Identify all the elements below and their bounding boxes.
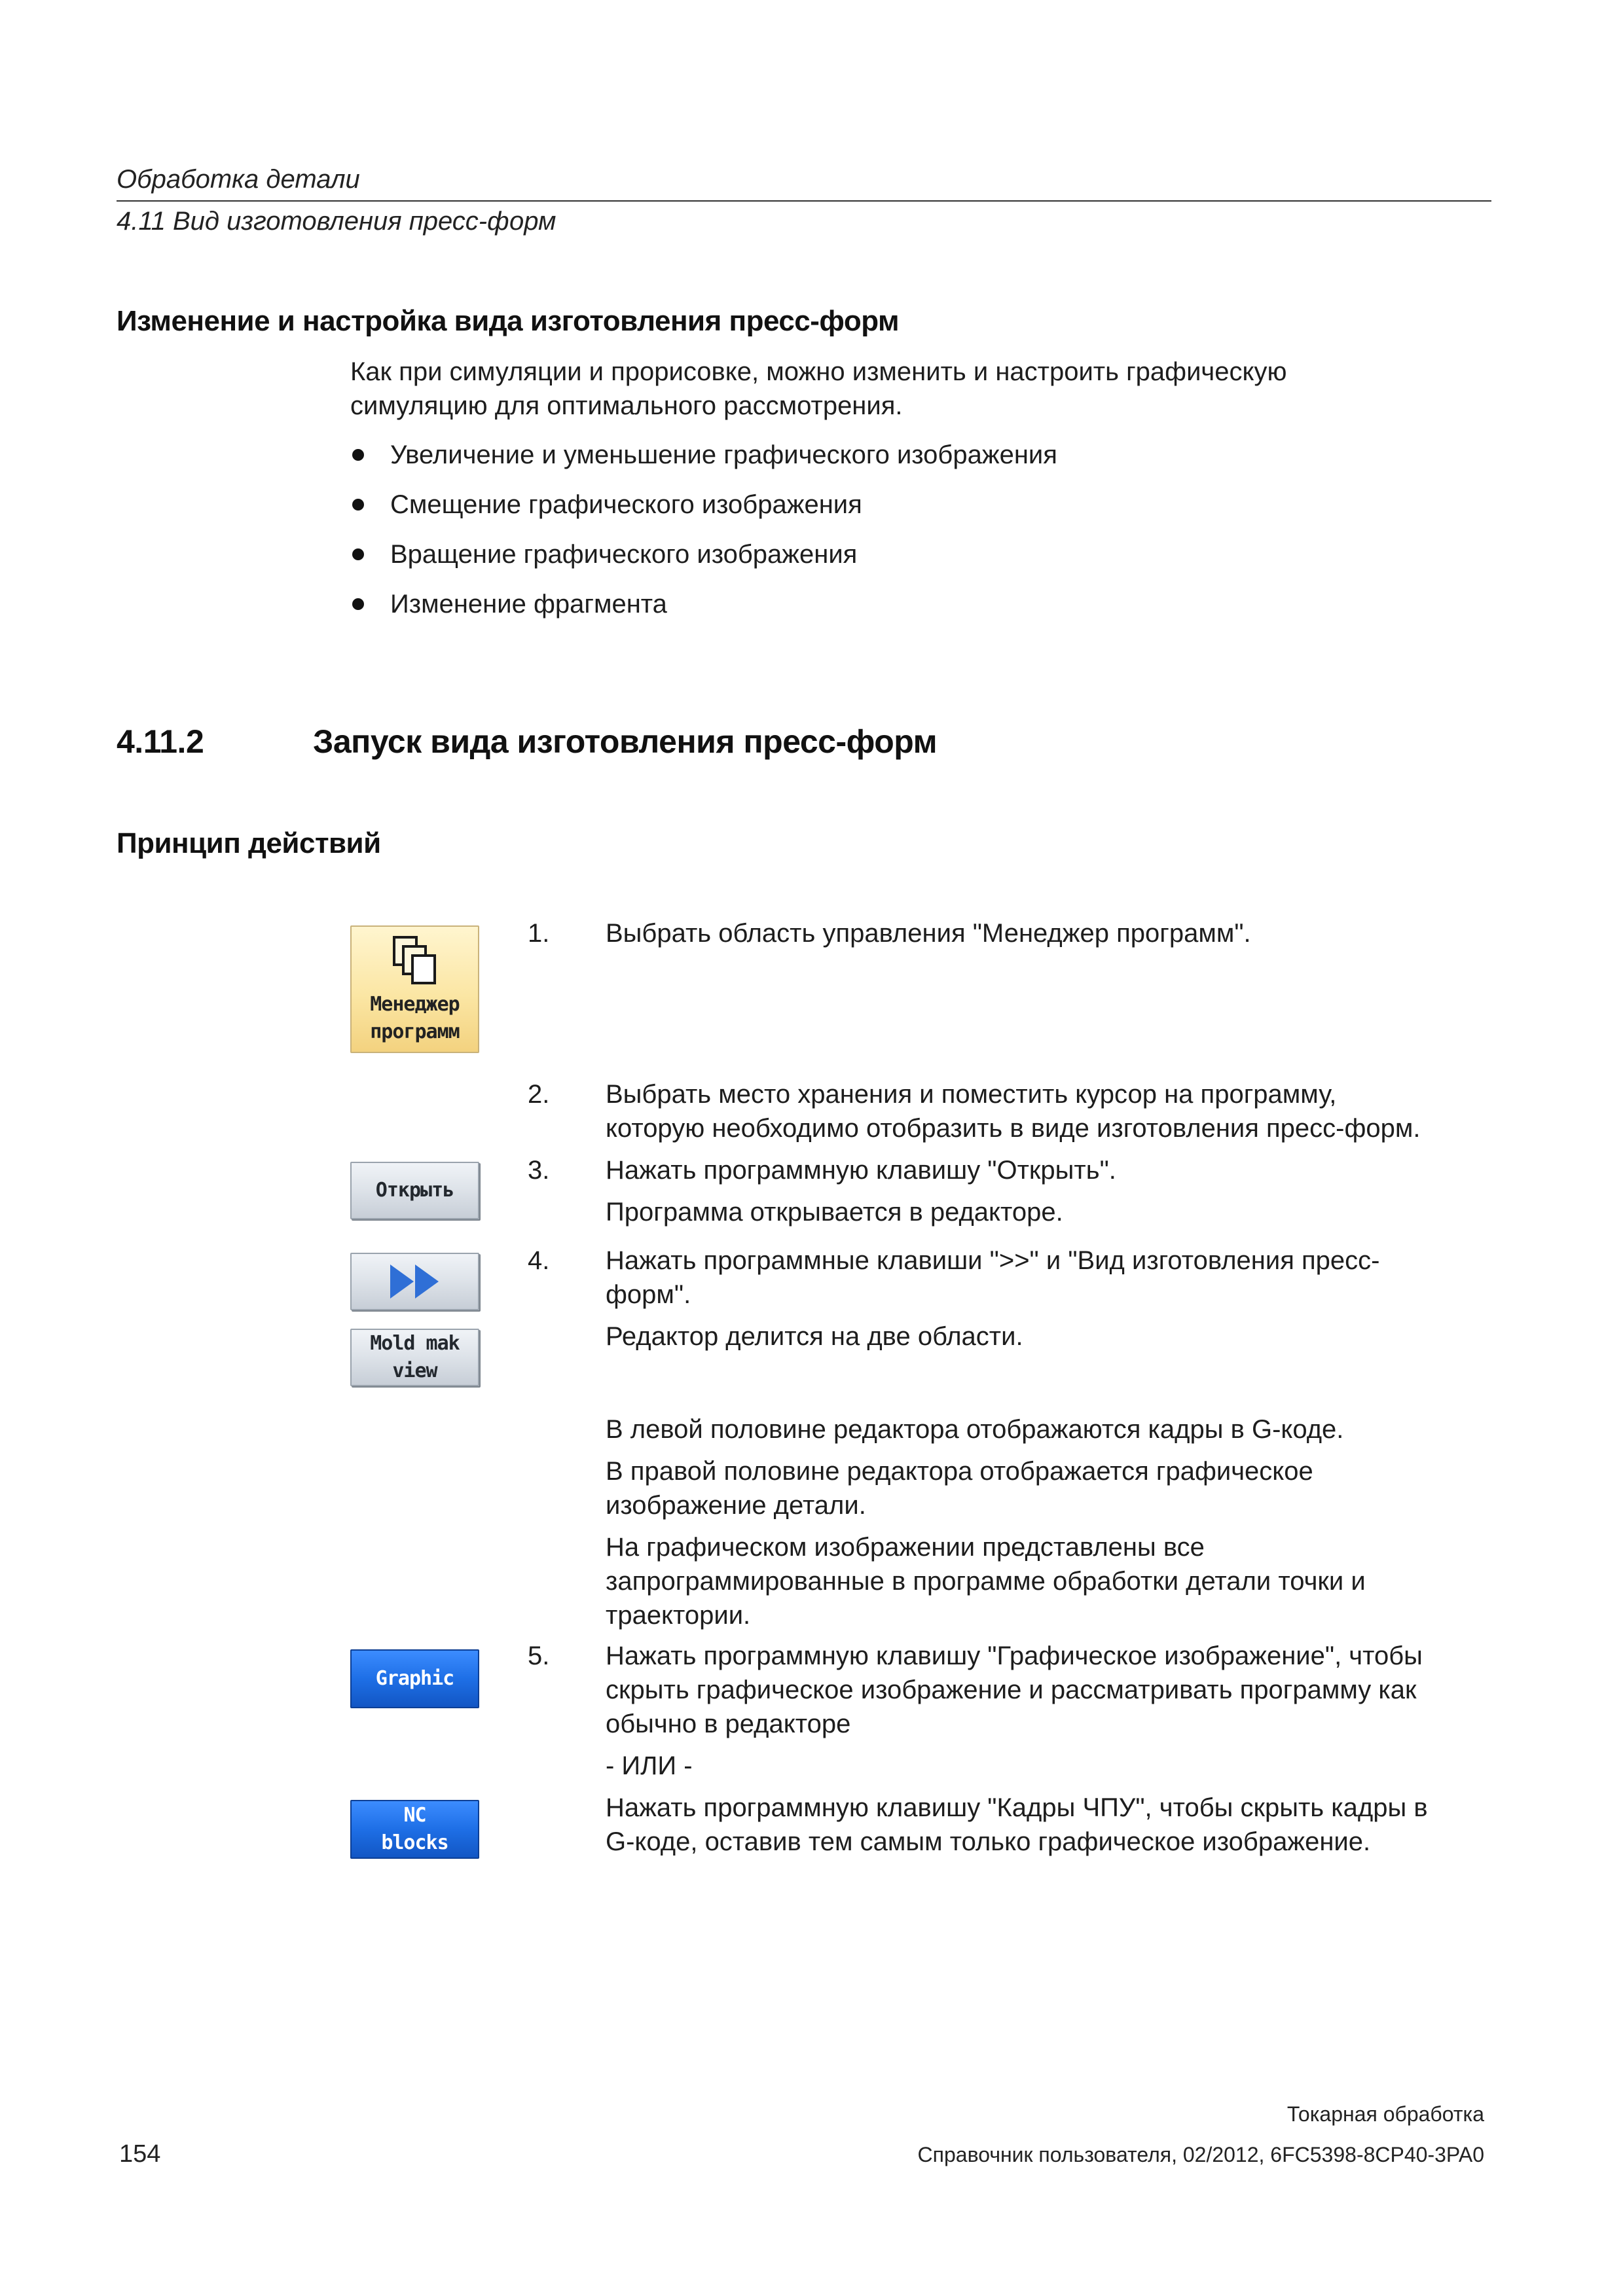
section-number: 4.11.2 (117, 723, 204, 760)
page-number: 154 (119, 2140, 161, 2168)
graphic-softkey[interactable] (350, 1649, 479, 1708)
step-3-result: Программа открывается в редакторе. (606, 1198, 1063, 1227)
intro-line-1: Как при симуляции и прорисовке, можно изменить и настроить графическую (350, 357, 1287, 386)
step-5-text-line3: обычно в редакторе (606, 1710, 851, 1738)
step-4-text-line1: Нажать программные клавиши ">>" и "Вид изготовления пресс- (606, 1246, 1380, 1275)
graphic-softkey-label: Graphic (375, 1667, 454, 1690)
step-2-text-line1: Выбрать место хранения и поместить курсор на программу, (606, 1080, 1337, 1109)
step-3-text: Нажать программную клавишу "Открыть". (606, 1156, 1116, 1185)
nc-blocks-softkey[interactable] (350, 1800, 479, 1859)
or-separator: - ИЛИ - (606, 1751, 693, 1780)
program-manager-label-line2: программ (370, 1020, 460, 1043)
alt-step-text-line1: Нажать программную клавишу "Кадры ЧПУ", чтобы скрыть кадры в (606, 1793, 1428, 1822)
footer-book-title: Токарная обработка (1286, 2102, 1484, 2126)
step-number: 4. (528, 1246, 550, 1275)
double-chevron-right-icon (388, 1262, 443, 1301)
alt-step-text-line2: G-коде, оставив тем самым только графическое изображение. (606, 1827, 1371, 1856)
principle-heading: Принцип действий (117, 827, 381, 859)
info-graphic-line2: запрограммированные в программе обработки детали точки и (606, 1567, 1366, 1596)
program-manager-softkey[interactable] (350, 925, 479, 1053)
info-right-half-line2: изображение детали. (606, 1491, 866, 1520)
open-softkey-label: Открыть (375, 1179, 454, 1202)
program-manager-icon (390, 935, 440, 987)
step-number: 3. (528, 1156, 550, 1185)
step-number: 2. (528, 1080, 550, 1109)
bullet-dot (352, 548, 364, 560)
running-header-chapter: Обработка детали (117, 165, 360, 194)
nc-blocks-label-line1: NC (403, 1804, 426, 1827)
running-header-section: 4.11 Вид изготовления пресс-форм (117, 207, 556, 236)
bullet-item-fragment: Изменение фрагмента (390, 590, 667, 619)
next-softkey[interactable] (350, 1253, 479, 1310)
nc-blocks-label-line2: blocks (381, 1831, 448, 1854)
section-heading-change: Изменение и настройка вида изготовления пресс-форм (117, 305, 900, 337)
bullet-dot (352, 499, 364, 511)
footer-manual-info: Справочник пользователя, 02/2012, 6FC5398-8CP40-3PA0 (917, 2143, 1484, 2166)
info-graphic-line3: траектории. (606, 1601, 751, 1630)
step-number: 1. (528, 919, 550, 948)
bullet-dot (352, 449, 364, 461)
bullet-item-zoom: Увеличение и уменьшение графического изображения (390, 440, 1057, 469)
info-graphic-line1: На графическом изображении представлены все (606, 1533, 1205, 1562)
mold-view-label-line1: Mold mak (370, 1332, 460, 1355)
open-softkey[interactable] (350, 1162, 479, 1219)
mold-making-view-softkey[interactable] (350, 1329, 479, 1386)
bullet-item-pan: Смещение графического изображения (390, 490, 862, 519)
step-4-result: Редактор делится на две области. (606, 1322, 1023, 1351)
header-divider (117, 200, 1491, 202)
step-1-text: Выбрать область управления "Менеджер программ". (606, 919, 1251, 948)
step-2-text-line2: которую необходимо отобразить в виде изготовления пресс-форм. (606, 1114, 1421, 1143)
step-4-text-line2: форм". (606, 1280, 691, 1309)
mold-view-label-line2: view (392, 1359, 437, 1382)
info-left-half: В левой половине редактора отображаются кадры в G-коде. (606, 1415, 1344, 1444)
intro-line-2: симуляцию для оптимального рассмотрения. (350, 391, 903, 420)
section-title: Запуск вида изготовления пресс-форм (313, 723, 938, 760)
step-5-text-line2: скрыть графическое изображение и рассматривать программу как (606, 1676, 1417, 1704)
program-manager-label-line1: Менеджер (370, 993, 460, 1016)
step-5-text-line1: Нажать программную клавишу "Графическое изображение", чтобы (606, 1641, 1423, 1670)
step-number: 5. (528, 1641, 550, 1670)
bullet-dot (352, 598, 364, 610)
bullet-item-rotate: Вращение графического изображения (390, 540, 858, 569)
info-right-half-line1: В правой половине редактора отображается графическое (606, 1457, 1313, 1486)
